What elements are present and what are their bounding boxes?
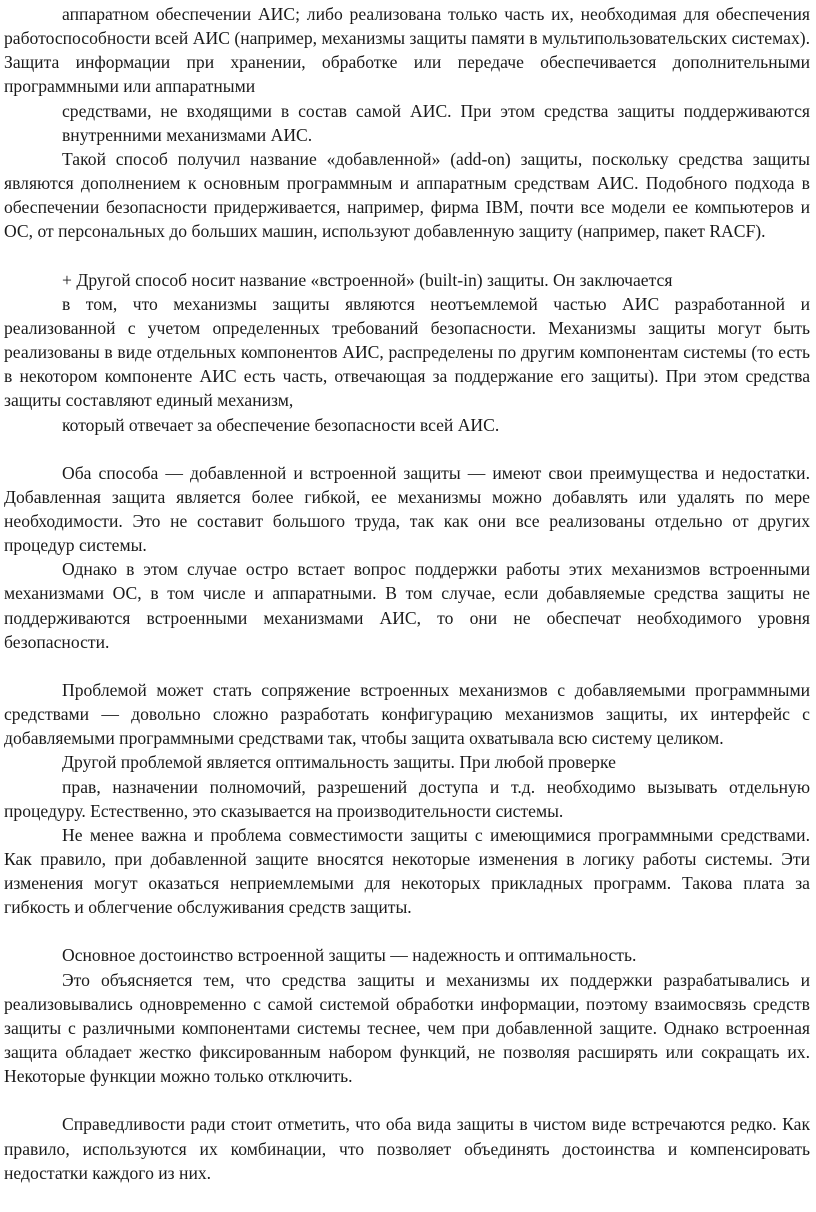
paragraph-spacer bbox=[4, 244, 810, 268]
paragraph-8: Однако в этом случае остро встает вопрос поддержки работы этих механизмов встроенными механизмами ОС, в том числе и аппаратными. В том случае, если добавляемые средства защиты не поддерживаются встроенными механизмами АИС, то они не обеспечат необходимого уровня безопасности. bbox=[4, 559, 810, 652]
paragraph-5: в том, что механизмы защиты являются неотъемлемой частью АИС разработанной и реализованной с учетом определенных требований безопасности. Механизмы защиты могут быть реализованы в виде отдельных компонентов АИС, распределены по другим компонентам системы (то есть в некотором компоненте АИС есть часть, отвечающая за поддержание его защиты). При этом средства защиты составляют единый механизм, bbox=[4, 293, 810, 411]
paragraph-13: Основное достоинство встроенной защиты — надежность и оптимальность. bbox=[62, 945, 637, 966]
paragraph-1: аппаратном обеспечении АИС; либо реализована только часть их, необходимая для обеспечения работоспособности всей АИС (например, механизмы защиты памяти в мультипользовательских системах). Защита информации при хранении, обработке или передаче обеспечивается дополнительными программными или аппаратными bbox=[4, 4, 810, 97]
paragraph-7: Оба способа — добавленной и встроенной защиты — имеют свои преимущества и недостатки. Добавленная защита является более гибкой, ее механизмы можно добавлять или удалять по мере необходимости. Это не составит большого труда, так как они все реализованы отдельно от других процедур системы. bbox=[4, 462, 810, 556]
paragraph-3: Такой способ получил название «добавленной» (add-on) защиты, поскольку средства защиты являются дополнением к основным программным и аппаратным средствам АИС. Подобного подхода в обеспечении безопасности придерживается, например, фирма IBM, почти все модели ее компьютеров и ОС, от персональных до больших машин, используют добавленную защиту (например, пакет RACF). bbox=[4, 148, 810, 242]
paragraph-15: Справедливости ради стоит отметить, что оба вида защиты в чистом виде встречаются редко. Как правило, используются их комбинации, что позволяет объединять достоинства и компенсировать недостатки каждого из них. bbox=[4, 1114, 810, 1183]
paragraph-2: средствами, не входящими в состав самой АИС. При этом средства защиты поддерживаются внутренними механизмами АИС. bbox=[62, 100, 810, 145]
paragraph-10: Другой проблемой является оптимальность защиты. При любой проверке bbox=[62, 752, 616, 773]
paragraph-6: который отвечает за обеспечение безопасности всей АИС. bbox=[62, 414, 500, 435]
paragraph-4: + Другой способ носит название «встроенной» (built-in) защиты. Он заключается bbox=[62, 269, 673, 290]
paragraph-11: прав, назначении полномочий, разрешений доступа и т.д. необходимо вызывать отдельную процедуру. Естественно, это сказывается на производительности системы. bbox=[4, 776, 810, 821]
paragraph-14: Это объясняется тем, что средства защиты и механизмы их поддержки разрабатывались и реализовывались одновременно с самой системой обработки информации, поэтому взаимосвязь средств защиты с различными компонентами системы теснее, чем при добавленной защите. Однако встроенная защита обладает жестко фиксированным набором функций, не позволяя расширять или сокращать их. Некоторые функции можно только отключить. bbox=[4, 969, 810, 1087]
paragraph-spacer bbox=[4, 654, 810, 678]
paragraph-12: Не менее важна и проблема совместимости защиты с имеющимися программными средствами. Как правило, при добавленной защите вносятся некоторые изменения в логику работы системы. Эти изменения могут оказаться неприемлемыми для некоторых прикладных программ. Такова плата за гибкость и облегчение обслуживания средств защиты. bbox=[4, 824, 810, 918]
paragraph-spacer bbox=[4, 1088, 810, 1112]
paragraph-spacer bbox=[4, 437, 810, 461]
paragraph-9: Проблемой может стать сопряжение встроенных механизмов с добавляемыми программными средствами — довольно сложно разработать конфигурацию механизмов защиты, их интерфейс с добавляемыми программными средствами так, чтобы защита охватывала всю систему целиком. bbox=[4, 679, 810, 749]
paragraph-spacer bbox=[4, 919, 810, 943]
